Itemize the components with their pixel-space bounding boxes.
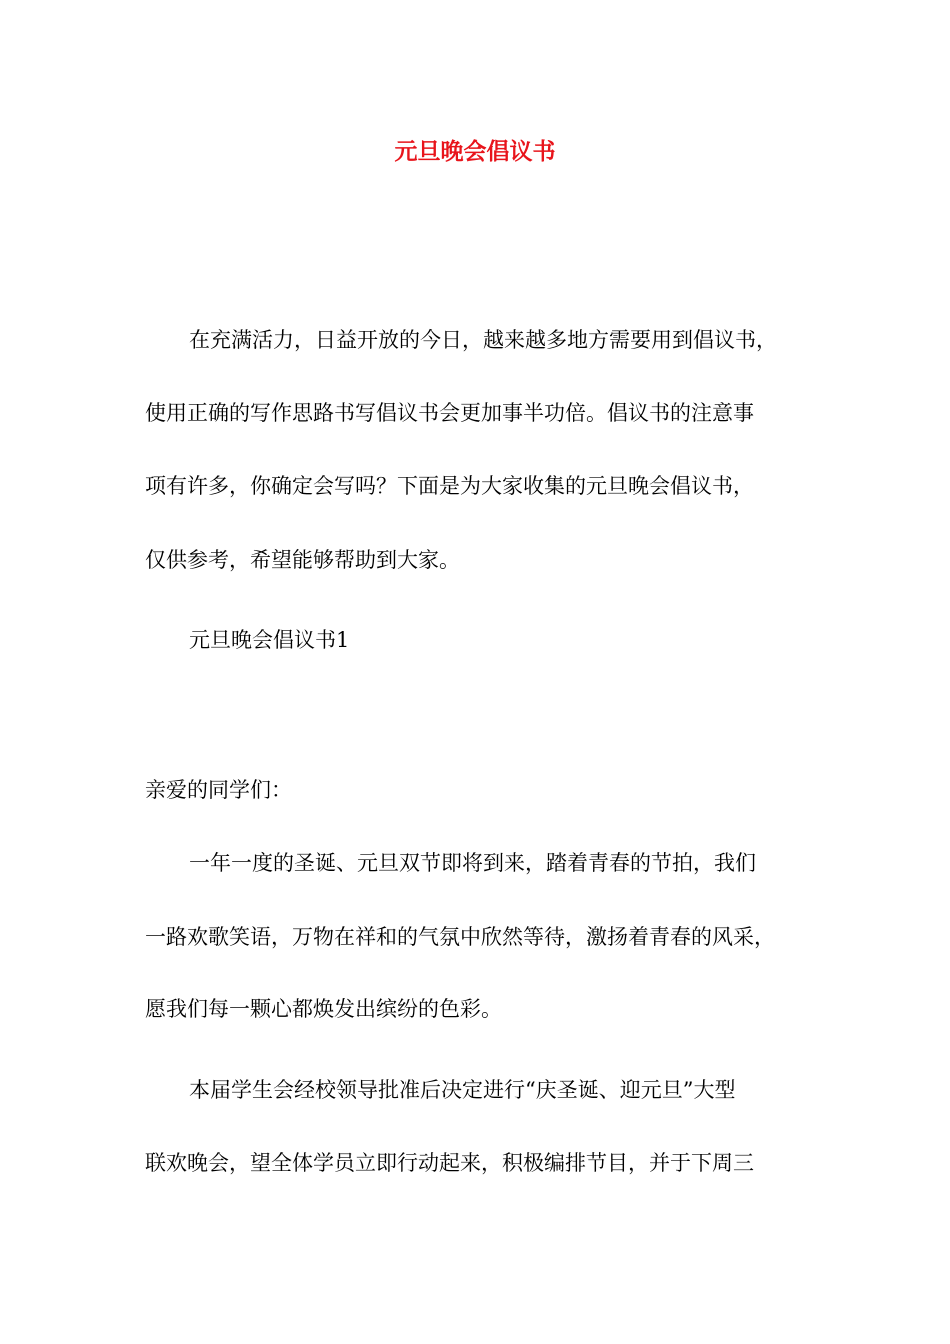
paragraph-line: 一路欢歌笑语，万物在祥和的气氛中欣然等待，激扬着青春的风采， bbox=[145, 925, 775, 949]
paragraph-line: 使用正确的写作思路书写倡议书会更加事半功倍。倡议书的注意事 bbox=[145, 401, 754, 425]
paragraph-line: 愿我们每一颗心都焕发出缤纷的色彩。 bbox=[145, 997, 502, 1021]
paragraph-line: 项有许多，你确定会写吗？下面是为大家收集的元旦晚会倡议书， bbox=[145, 474, 754, 498]
paragraph-line: 在充满活力，日益开放的今日，越来越多地方需要用到倡议书， bbox=[189, 328, 777, 352]
document-title: 元旦晚会倡议书 bbox=[394, 138, 556, 165]
paragraph-line: 本届学生会经校领导批准后决定进行“庆圣诞、迎元旦”大型 bbox=[189, 1078, 736, 1102]
salutation: 亲爱的同学们： bbox=[145, 778, 292, 802]
paragraph-line: 仅供参考，希望能够帮助到大家。 bbox=[145, 548, 460, 572]
section-heading: 元旦晚会倡议书1 bbox=[189, 628, 350, 652]
paragraph-line: 一年一度的圣诞、元旦双节即将到来，踏着青春的节拍，我们 bbox=[189, 851, 756, 875]
paragraph-line: 联欢晚会，望全体学员立即行动起来，积极编排节目，并于下周三 bbox=[145, 1151, 754, 1175]
